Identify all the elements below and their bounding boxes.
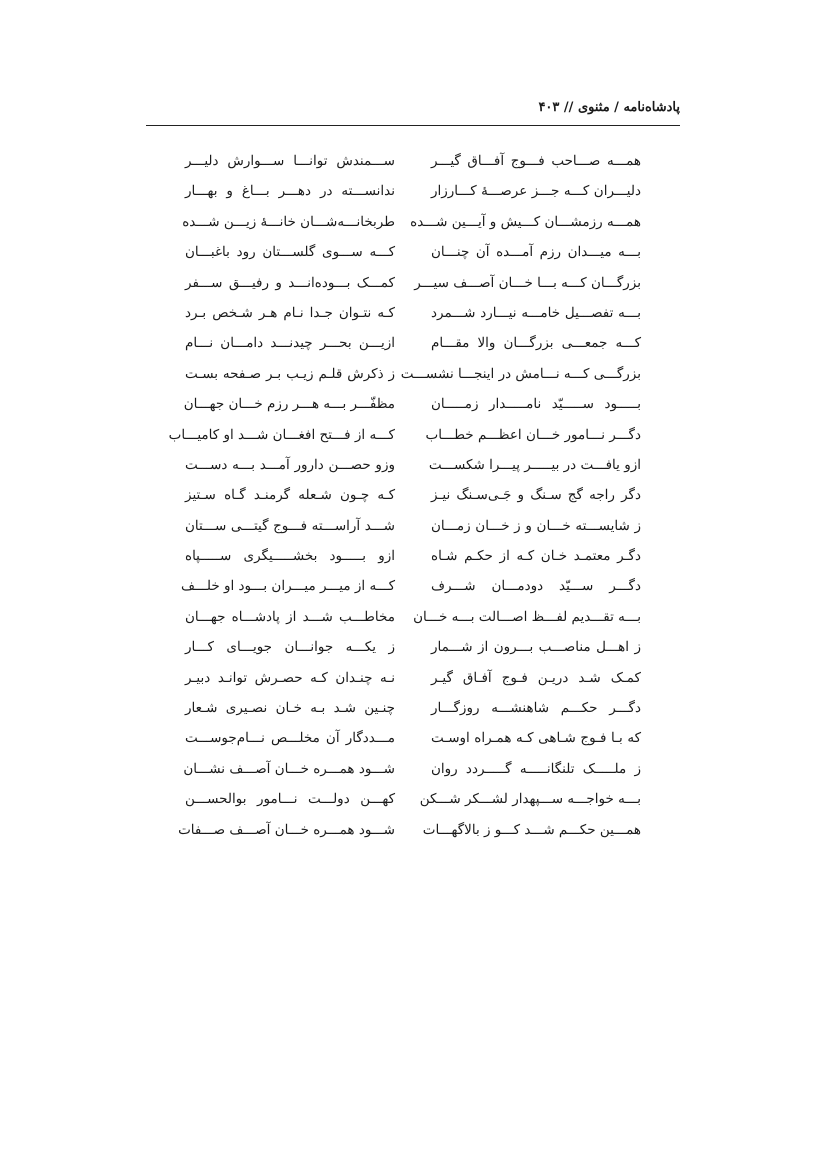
verse-line: دلیـــران کـــه جـــز عرصـــهٔ کـــارزار [431,183,641,200]
verse-line: وزو حصـــن دارور آمـــد بـــه دســـت [185,456,395,473]
verse-line: همـــه صـــاحب فـــوج آفـــاق گیـــر [431,153,641,169]
verse-line: کـــه از میـــر میـــران بـــود او خلـــف [181,578,395,595]
verse-line: همـــه رزمشـــان کـــیش و آیـــین شـــده [410,213,641,230]
verse-line: ازیـــن بحـــر چیدنـــد دامـــان نـــام [185,335,395,352]
verse-line: نـه چنـدان کـه حصـرش توانـد دبیـر [185,669,395,686]
verse-line: ســـمندش توانـــا ســـوارش دلیـــر [185,153,395,169]
running-header: پادشاه‌نامه / مثنوی // ۴۰۳ [538,100,680,115]
verse-line: ازو بـــــود بخشـــــیگری ســـــپاه [185,548,395,565]
verse-line: مـــددگار آن مخلـــص نـــام‌جوســـت [185,730,395,747]
verse-line: مخاطـــب شـــد از پادشـــاه جهـــان [185,608,395,625]
verse-line: کـــه از فـــتح افغـــان شـــد او کامیـــاب [168,426,395,443]
verse-line: کـــه ســـوی گلســـتان رود باغبـــان [185,244,395,261]
verse-line: کـه چـون شـعله گرمنـد گـاه سـتیز [185,487,395,504]
verse-column-left [168,146,395,845]
verse-line: شـــود همـــره خـــان آصـــف صـــفات [178,821,395,838]
verse-line: بـــه میـــدان رزم آمـــده آن چنـــان [431,244,641,261]
verse-line: بـــه تقـــدیم لفـــظ اصـــالت بـــه خـــان [413,608,641,625]
verse-line: دگـــر حکـــم شاهنشـــه روزگـــار [431,700,641,717]
header-rule [146,125,680,126]
verse-line: همـــین حکـــم شـــد کـــو ز بالاگهـــات [422,821,641,838]
verse-line: دگـر معتمـد خـان کـه از حکـم شـاه [431,548,641,565]
verse-line: ز یکـــه جوانـــان جویـــای کـــار [185,639,395,656]
verse-line: ازو یافـــت در بیـــــر پیـــرا شکســـت [428,456,641,473]
verse-line: بزرگـــی کـــه نـــامش در اینجـــا نشســـت [400,365,641,382]
verse-line: دگر راجه گج سـنگ و جَـی‌سـنگ نیـز [431,487,641,504]
verse-line: ز شایســـته خـــان و ز خـــان زمـــان [431,517,641,534]
verse-line: که بـا فـوج شـاهی کـه همـراه اوسـت [431,730,641,747]
verse-line: دگـــر ســـیّد دودمـــان شـــرف [431,578,641,595]
verse-line: بـــــود ســـــیّد نامـــــدار زمـــــان [431,396,641,413]
verse-line: کهـــن دولـــت نـــامور بوالحســـن [185,791,395,808]
verse-line: بزرگـــان کـــه بـــا خـــان آصـــف سیـــر [414,274,641,291]
verse-line: ز ذکرش قلـم زیـب بـر صـفحه بسـت [185,365,395,382]
verse-line: مظفّـــر بـــه هـــر رزم خـــان جهـــان [183,396,395,413]
verse-line: چنـین شـد بـه خـان نصـیری شـعار [185,700,395,717]
verse-line: شـــد آراســـته فـــوج گیتـــی ســـتان [185,517,395,534]
verse-line: ز اهـــل مناصـــب بـــرون از شـــمار [431,639,641,656]
verse-column-right [400,146,641,845]
verse-line: شـــود همـــره خـــان آصـــف نشـــان [183,760,395,777]
verse-line: کـه نتـوان جـدا نـام هـر شـخص بـرد [185,304,395,321]
verse-line: طربخانـــه‌شـــان خانـــهٔ زیـــن شـــده [182,213,395,230]
verse-line: دگـــر نـــامور خـــان اعظـــم خطـــاب [425,426,641,443]
verse-line: ز ملـــــک تلنگانـــــه گـــــردد روان [431,760,641,777]
verse-line: بـــه تفصـــیل خامـــه نیـــارد شـــمرد [431,304,641,321]
verse-line: ندانســـته در دهـــر بـــاغ و بهـــار [185,183,395,200]
verse-line: کمـک شـد دریـن فـوج آفـاق گیـر [431,669,641,686]
verse-line: کـــه جمعـــی بزرگـــان والا مقـــام [431,335,641,352]
verse-line: بـــه خواجـــه ســـپهدار لشـــکر شـــکن [419,791,641,808]
verse-line: کمـــک بـــوده‌انـــد و رفیـــق ســـفر [185,274,395,291]
